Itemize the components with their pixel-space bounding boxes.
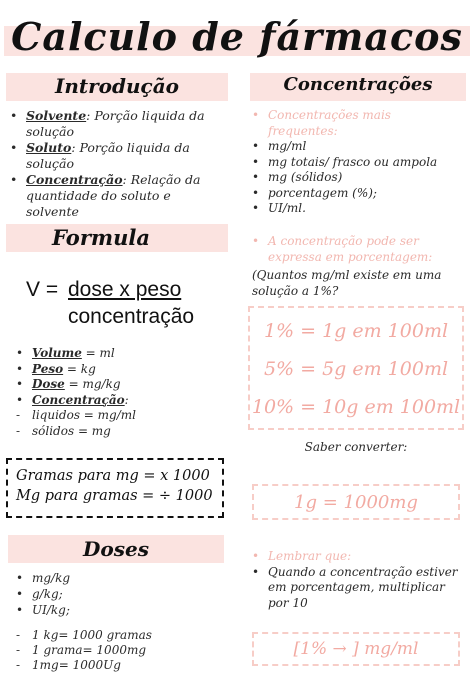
percent-example: 1% = 1g em 100ml	[263, 320, 449, 342]
list-item: • mg/ml	[252, 139, 307, 153]
frequent-list	[250, 108, 464, 217]
doses-heading: Doses	[83, 537, 149, 561]
multiply-box	[252, 632, 460, 666]
list-item: • Lembrar que:	[252, 549, 352, 563]
convert-box	[252, 484, 460, 520]
intro-list	[8, 108, 220, 220]
list-item: - 1 grama= 1000mg	[16, 643, 147, 657]
multiply-example: [1% → ] mg/ml	[293, 639, 419, 659]
doses-units	[14, 570, 214, 618]
concentrations-heading: Concentrações	[283, 74, 433, 95]
conversion-lines	[16, 466, 213, 506]
doses-equivalences	[14, 628, 214, 673]
page-title: Calculo de fármacos	[11, 14, 463, 59]
list-item: • UI/kg;	[16, 603, 70, 617]
formula-numerator: dose x peso	[68, 278, 182, 301]
list-item: • Volume = ml	[16, 346, 115, 360]
list-item: • Dose = mg/kg	[16, 377, 121, 391]
list-item: • A concentração pode ser expressa em porcentagem:	[252, 234, 433, 264]
list-item: • Solvente: Porção liquida da solução	[10, 108, 205, 139]
convert-label: Saber converter:	[304, 440, 408, 454]
list-item: • Quando a concentração estiver em porcentagem, multiplicar por 10	[252, 564, 458, 610]
list-item: • mg (sólidos)	[252, 170, 343, 184]
formula-denominator: concentração	[68, 305, 195, 328]
percent-examples-box	[248, 306, 464, 430]
list-item: • Concentrações mais frequentes:	[252, 108, 391, 138]
percent-example: 10% = 10g em 100ml	[251, 396, 461, 418]
conversion-line: Mg para gramas = ÷ 1000	[16, 488, 213, 504]
list-item: • Peso = kg	[16, 361, 96, 376]
list-item: - sólidos = mg	[16, 423, 111, 438]
list-item: • Concentração:	[16, 392, 129, 407]
list-item: - 1mg= 1000Ug	[16, 658, 121, 672]
formula-definitions	[14, 346, 214, 439]
convert-example: 1g = 1000mg	[294, 492, 418, 513]
list-item: • porcentagem (%);	[252, 185, 377, 200]
percent-note	[250, 234, 464, 265]
list-item: • Concentração: Relação da quantidade do soluto e solvente	[10, 172, 201, 219]
list-item: - liquidos = mg/ml	[16, 408, 136, 422]
list-item: • UI/ml.	[252, 201, 306, 215]
list-item: • g/kg;	[16, 587, 63, 601]
percent-example: 5% = 5g em 100ml	[263, 358, 449, 380]
intro-heading: Introdução	[54, 74, 179, 98]
list-item: • Soluto: Porção liquida da solução	[10, 140, 190, 171]
list-item: - 1 kg= 1000 gramas	[16, 628, 152, 642]
remember-list	[250, 549, 464, 611]
formula-lhs: V =	[26, 278, 59, 301]
list-item: • mg/kg	[16, 571, 71, 585]
percent-question: (Quantos mg/ml existe em uma solução a 1%?	[252, 268, 442, 298]
formula-heading: Formula	[52, 225, 150, 250]
conversion-line: Gramas para mg = x 1000	[16, 468, 210, 484]
list-item: • mg totais/ frasco ou ampola	[252, 154, 438, 169]
